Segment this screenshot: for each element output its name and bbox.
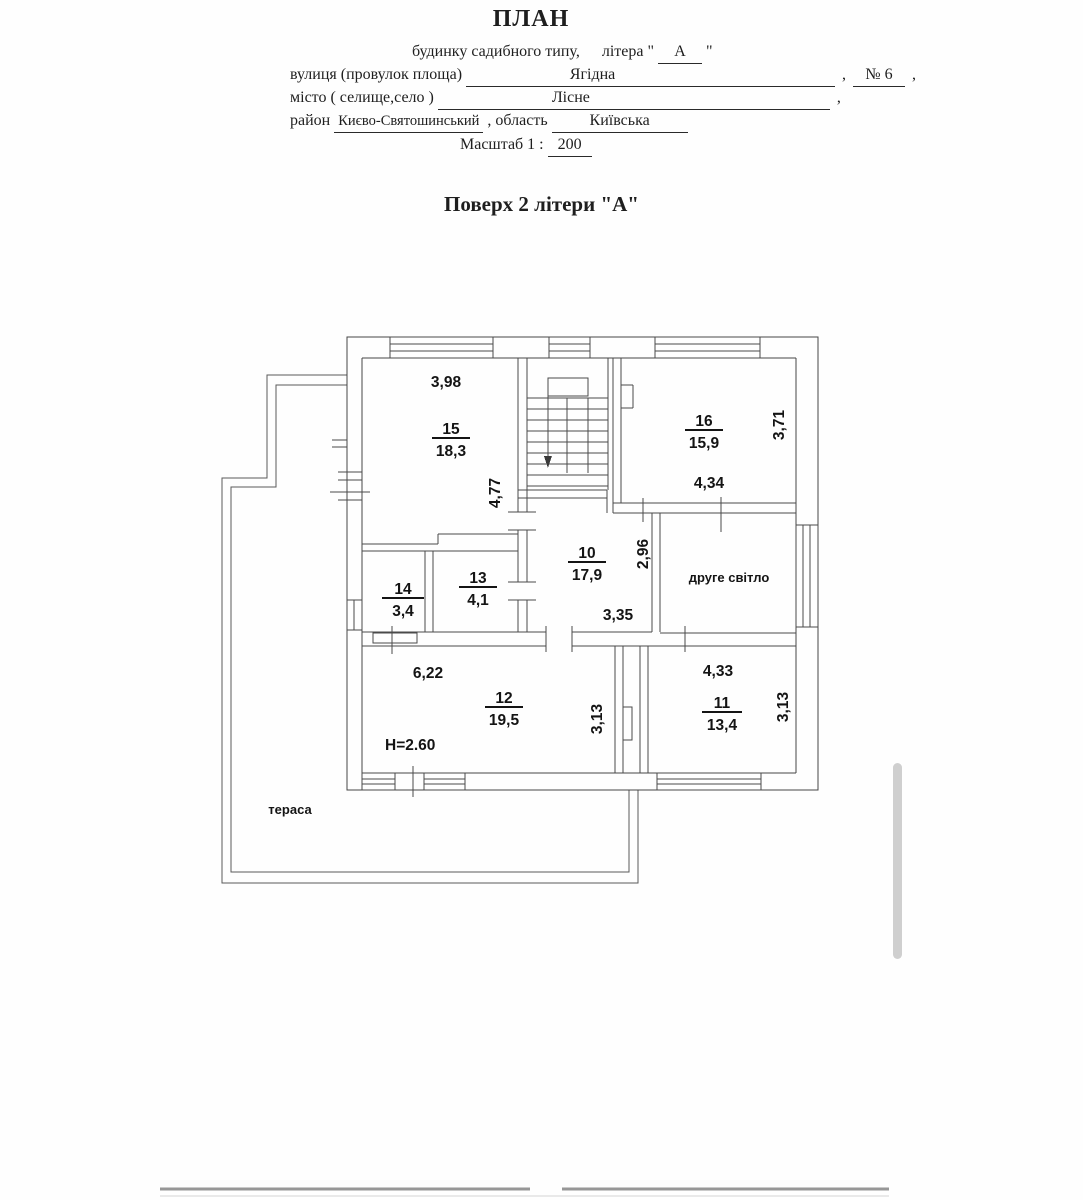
room-10-area: 17,9: [571, 567, 603, 584]
comma: ,: [836, 89, 841, 106]
litera-label: літера ": [601, 43, 654, 60]
scale-label: Масштаб 1 :: [460, 136, 544, 153]
city-label: місто ( селище,село ): [290, 89, 434, 106]
ceiling-height-label: Н=2.60: [385, 737, 436, 754]
street-value: Ягідна: [466, 64, 835, 87]
dim-room15-width: 3,98: [430, 374, 462, 391]
dim-room11-width: 4,33: [702, 663, 734, 680]
building-walls: [347, 337, 818, 790]
room-labels: [392, 413, 737, 734]
dim-room16-depth: 3,71: [771, 409, 788, 441]
dim-room15-depth: 4,77: [487, 477, 504, 509]
room-15-area: 18,3: [435, 443, 467, 460]
bottom-separator-lines: [160, 1189, 889, 1196]
room-13-number: 13: [469, 570, 487, 587]
second-light-label: друге світло: [688, 570, 770, 585]
page-title: ПЛАН: [492, 6, 570, 32]
dim-room10-depth: 2,96: [635, 538, 652, 570]
comma: ,: [912, 66, 917, 83]
staircase: [527, 358, 608, 490]
dim-room11-depth: 3,13: [775, 691, 792, 723]
street-label: вулиця (провулок площа): [290, 66, 463, 83]
room-16-area: 15,9: [688, 435, 720, 452]
dim-room12-width: 6,22: [412, 665, 444, 682]
room-14-number: 14: [394, 581, 412, 598]
comma: ,: [842, 66, 847, 83]
house-number-value: 6: [884, 66, 893, 83]
window-blocks: [347, 337, 818, 790]
dim-room12-depth: 3,13: [589, 703, 606, 735]
city-value: Лісне: [438, 87, 830, 110]
room-12-area: 19,5: [488, 712, 520, 729]
region-label: , область: [487, 112, 548, 129]
litera-value: А: [658, 41, 702, 64]
terrace-label: тераса: [268, 802, 312, 817]
room-11-area: 13,4: [706, 717, 738, 734]
region-value: Київська: [552, 110, 688, 133]
district-value: Києво-Святошинський: [334, 110, 483, 133]
room-14-area: 3,4: [392, 603, 414, 620]
number-sign: №: [865, 66, 881, 83]
district-label: район: [290, 112, 331, 129]
litera-close-quote: ": [705, 43, 713, 60]
room-16-number: 16: [695, 413, 713, 430]
room-11-number: 11: [713, 695, 731, 712]
room-13-area: 4,1: [467, 592, 489, 609]
floor-title: Поверх 2 літери "А": [444, 192, 639, 216]
building-type-label: будинку садибного типу,: [412, 43, 580, 60]
scrollbar-thumb[interactable]: [893, 763, 902, 959]
room-15-number: 15: [442, 421, 460, 438]
room-10-number: 10: [578, 545, 596, 562]
stairs-down-arrow: [544, 456, 552, 468]
scale-value: 200: [548, 134, 592, 157]
dim-room10-width: 3,35: [602, 607, 634, 624]
room-12-number: 12: [495, 690, 513, 707]
dim-room16-width: 4,34: [693, 475, 725, 492]
